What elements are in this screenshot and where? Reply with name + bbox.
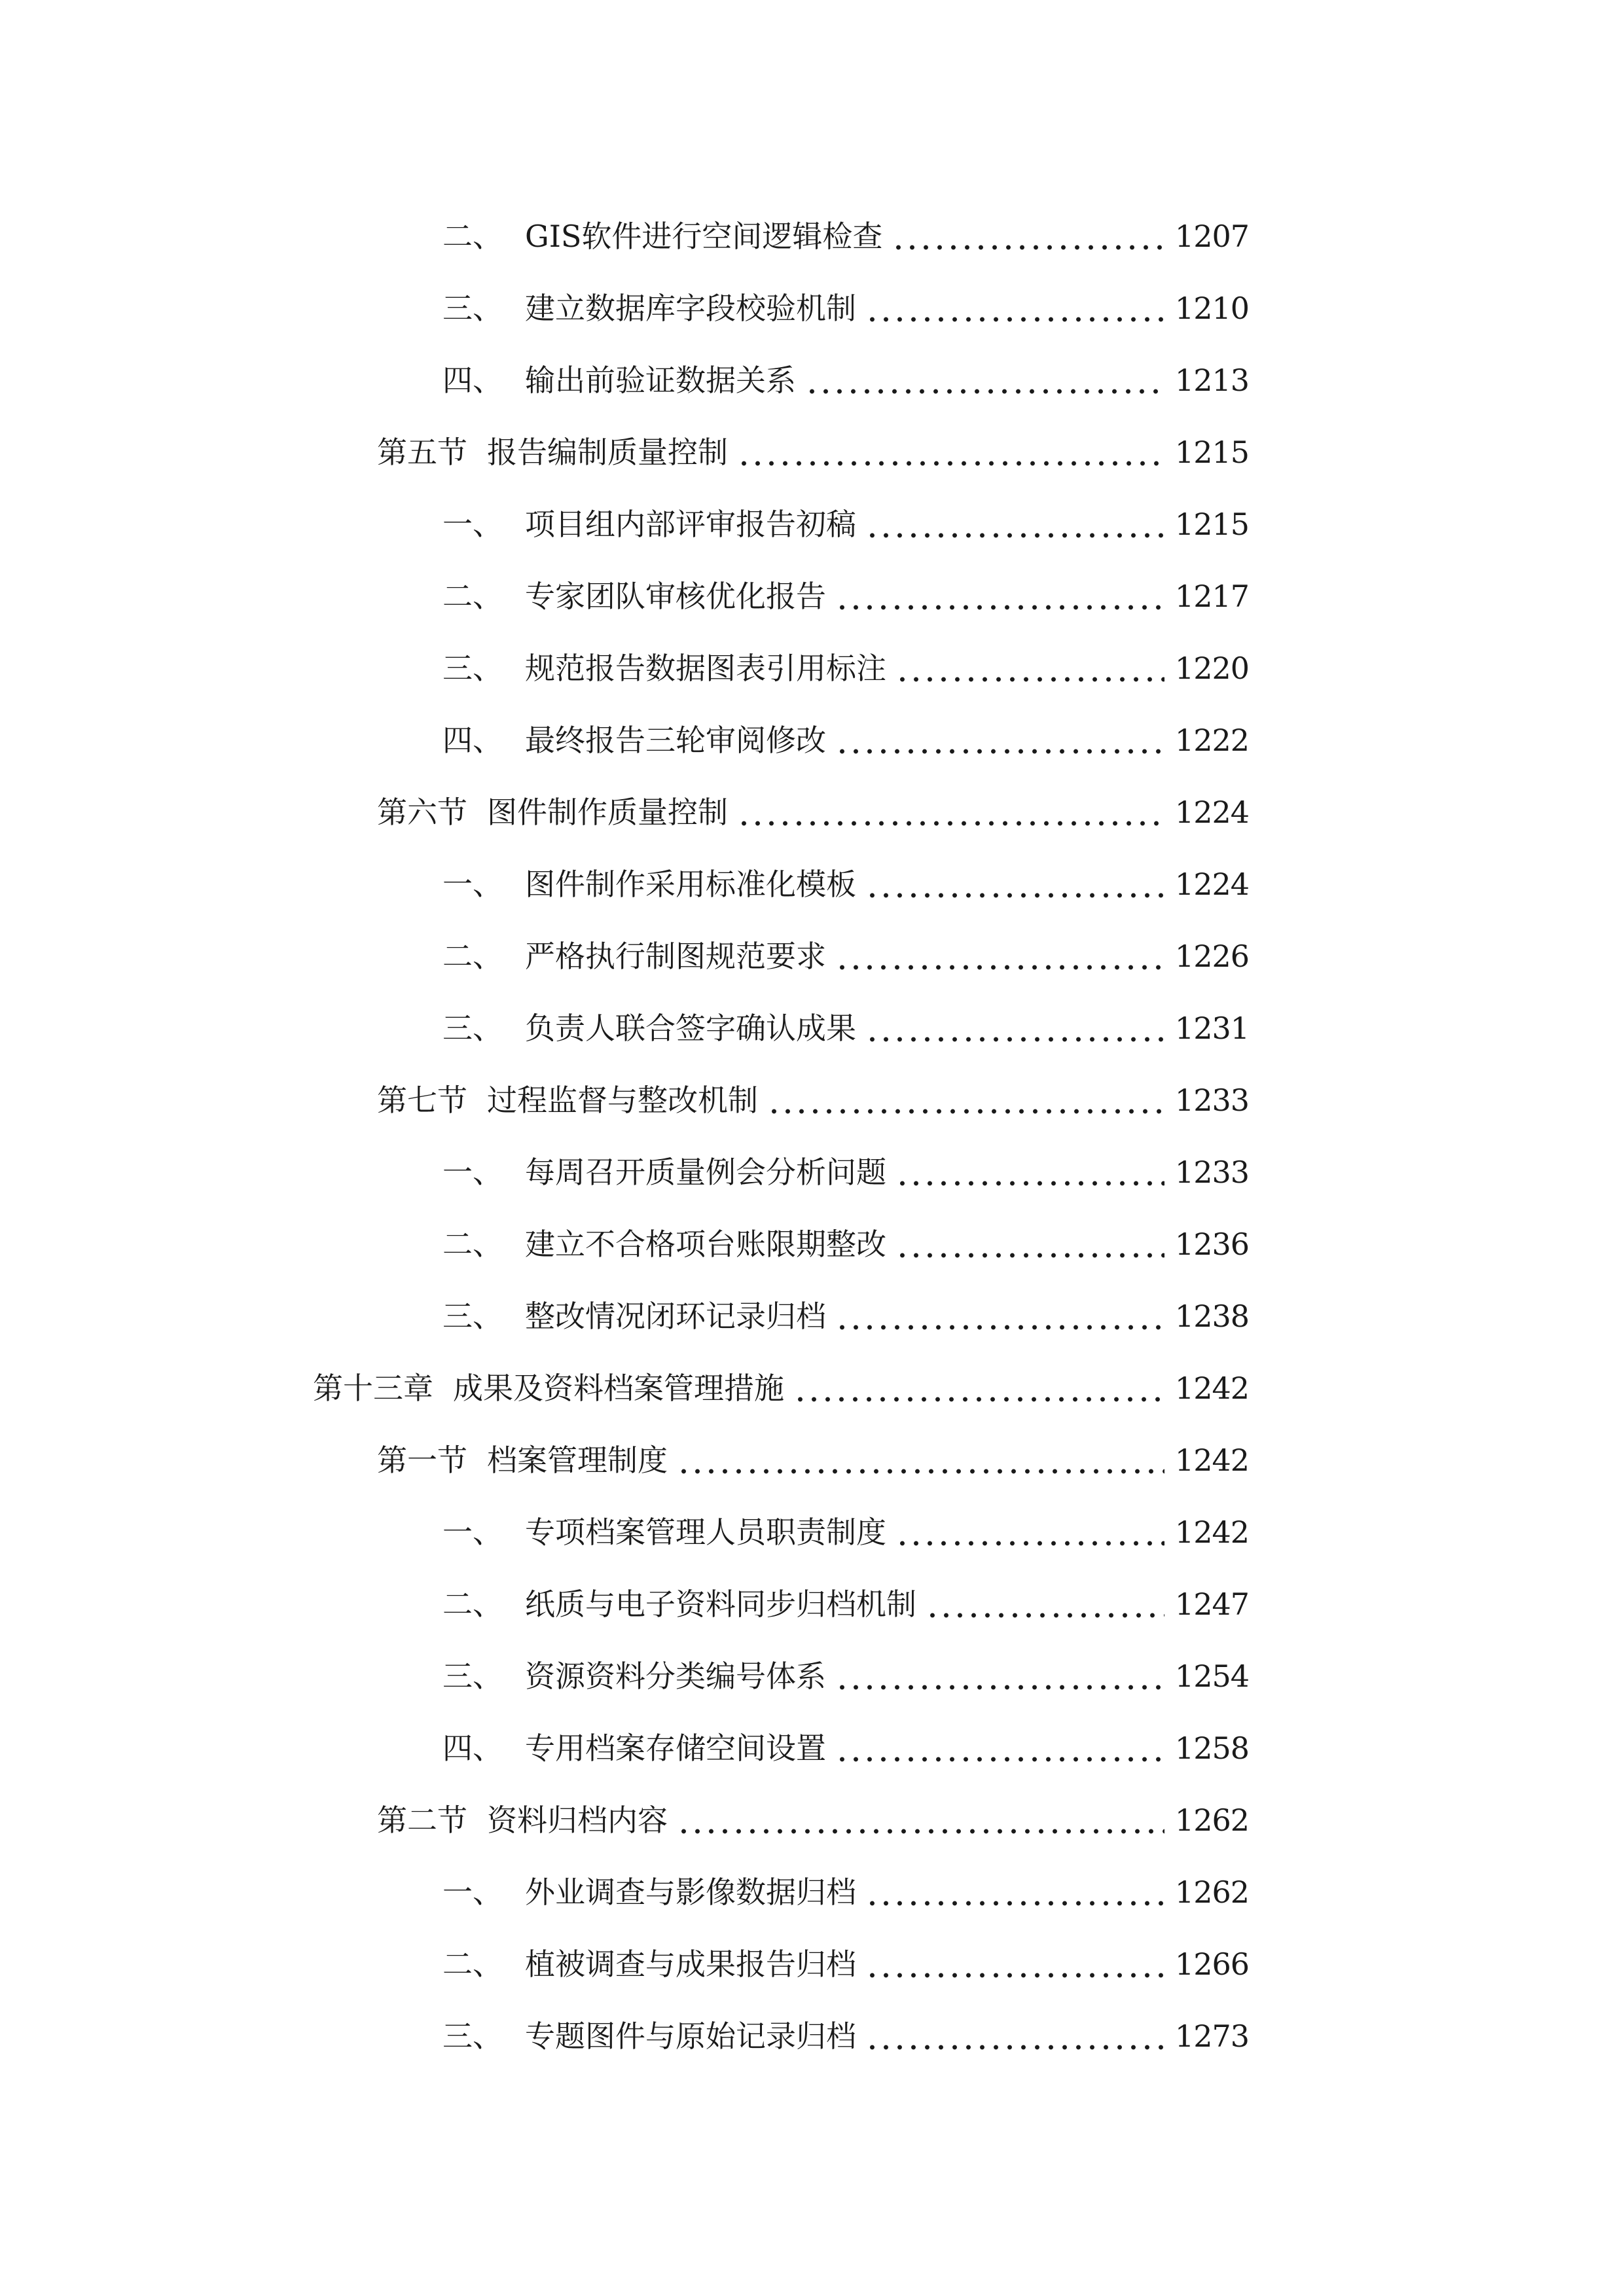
toc-entry[interactable] — [0, 200, 1624, 272]
toc-entry-number: 三、 — [442, 651, 503, 686]
toc-entry-page-number: 1242 — [1174, 1371, 1249, 1406]
toc-dot-leader — [677, 1445, 1164, 1475]
toc-entry-page-number: 1262 — [1174, 1803, 1249, 1838]
toc-entry-title: 档案管理制度 — [487, 1443, 668, 1478]
toc-entry[interactable] — [0, 1208, 1624, 1280]
toc-dot-leader — [865, 509, 1164, 539]
toc-entry-number: 三、 — [442, 1299, 503, 1334]
toc-dot-leader — [895, 1517, 1164, 1547]
toc-entry-number: 三、 — [442, 1011, 503, 1046]
toc-entry-page-number: 1273 — [1174, 2018, 1249, 2054]
toc-entry[interactable] — [0, 416, 1624, 488]
toc-entry-page-number: 1242 — [1174, 1515, 1249, 1550]
toc-entry[interactable] — [0, 1928, 1624, 2000]
toc-dot-leader — [793, 1373, 1164, 1403]
toc-dot-leader — [835, 1661, 1164, 1691]
toc-entry-title: 图件制作质量控制 — [487, 795, 728, 830]
toc-entry[interactable] — [0, 920, 1624, 992]
toc-entry-page-number: 1233 — [1174, 1083, 1249, 1118]
toc-entry-page-number: 1207 — [1174, 219, 1249, 254]
toc-entry-title: 项目组内部评审报告初稿 — [525, 507, 856, 542]
toc-dot-leader — [895, 1157, 1164, 1187]
toc-dot-leader — [865, 1013, 1164, 1043]
toc-entry-page-number: 1215 — [1174, 435, 1249, 470]
toc-entry-title: 专项档案管理人员职责制度 — [525, 1515, 886, 1550]
toc-dot-leader — [865, 1877, 1164, 1907]
toc-entry[interactable] — [0, 1280, 1624, 1352]
toc-entry-title: 严格执行制图规范要求 — [525, 939, 826, 974]
toc-dot-leader — [895, 653, 1164, 683]
toc-entry-page-number: 1226 — [1174, 939, 1249, 974]
toc-entry[interactable] — [0, 848, 1624, 920]
toc-entry-page-number: 1242 — [1174, 1443, 1249, 1478]
toc-dot-leader — [767, 1085, 1164, 1115]
toc-entry[interactable] — [0, 1568, 1624, 1640]
toc-entry-title: 建立数据库字段校验机制 — [525, 291, 856, 326]
toc-entry[interactable] — [0, 1712, 1624, 1784]
toc-dot-leader — [835, 1301, 1164, 1331]
toc-entry-title: 每周召开质量例会分析问题 — [525, 1155, 886, 1190]
toc-entry-number: 四、 — [442, 723, 503, 758]
toc-entry-page-number: 1220 — [1174, 651, 1249, 686]
toc-entry-page-number: 1254 — [1174, 1659, 1249, 1694]
toc-entry-number: 三、 — [442, 291, 503, 326]
toc-entry-title: 规范报告数据图表引用标注 — [525, 651, 886, 686]
toc-entry-title: 成果及资料档案管理措施 — [453, 1371, 784, 1406]
toc-dot-leader — [677, 1805, 1164, 1835]
toc-entry-page-number: 1238 — [1174, 1299, 1249, 1334]
toc-entry-number: 一、 — [442, 1515, 503, 1550]
toc-entry-page-number: 1231 — [1174, 1011, 1249, 1046]
toc-entry-title: 负责人联合签字确认成果 — [525, 1011, 856, 1046]
toc-entry-title: 外业调查与影像数据归档 — [525, 1874, 856, 1910]
toc-entry-number: 四、 — [442, 1731, 503, 1766]
toc-entry-page-number: 1266 — [1174, 1946, 1249, 1982]
toc-entry-title: 专家团队审核优化报告 — [525, 579, 826, 614]
toc-entry[interactable] — [0, 1496, 1624, 1568]
toc-entry-number: 第二节 — [377, 1803, 467, 1838]
toc-entry-page-number: 1210 — [1174, 291, 1249, 326]
toc-entry-number: 第一节 — [377, 1443, 467, 1478]
toc-entry[interactable] — [0, 992, 1624, 1064]
toc-entry-number: 二、 — [442, 219, 503, 254]
toc-dot-leader — [835, 1733, 1164, 1763]
toc-entry[interactable] — [0, 1424, 1624, 1496]
toc-entry[interactable] — [0, 1784, 1624, 1856]
toc-entry-title: GIS软件进行空间逻辑检查 — [525, 219, 883, 254]
toc-entry-number: 二、 — [442, 1946, 503, 1982]
toc-entry-title: 报告编制质量控制 — [487, 435, 728, 470]
toc-entry[interactable] — [0, 2000, 1624, 2072]
toc-entry-title: 建立不合格项台账限期整改 — [525, 1227, 886, 1262]
toc-entry-page-number: 1236 — [1174, 1227, 1249, 1262]
toc-entry[interactable] — [0, 704, 1624, 776]
toc-dot-leader — [865, 293, 1164, 323]
toc-dot-leader — [865, 869, 1164, 899]
toc-entry-number: 二、 — [442, 579, 503, 614]
toc-entry[interactable] — [0, 632, 1624, 704]
table-of-contents — [0, 200, 1624, 2072]
toc-entry[interactable] — [0, 1856, 1624, 1928]
toc-dot-leader — [865, 2021, 1164, 2051]
toc-entry-number: 第十三章 — [313, 1371, 433, 1406]
toc-entry-page-number: 1224 — [1174, 867, 1249, 902]
toc-dot-leader — [892, 221, 1164, 251]
toc-entry-number: 三、 — [442, 2018, 503, 2054]
toc-entry[interactable] — [0, 776, 1624, 848]
toc-entry[interactable] — [0, 1064, 1624, 1136]
toc-entry-page-number: 1262 — [1174, 1874, 1249, 1910]
toc-dot-leader — [805, 365, 1164, 395]
toc-dot-leader — [895, 1229, 1164, 1259]
toc-entry[interactable] — [0, 272, 1624, 344]
toc-entry-number: 一、 — [442, 867, 503, 902]
toc-entry-number: 四、 — [442, 363, 503, 398]
toc-dot-leader — [737, 437, 1164, 467]
toc-dot-leader — [835, 581, 1164, 611]
toc-entry[interactable] — [0, 1352, 1624, 1424]
toc-dot-leader — [835, 941, 1164, 971]
toc-entry-page-number: 1213 — [1174, 363, 1249, 398]
toc-entry-title: 专用档案存储空间设置 — [525, 1731, 826, 1766]
toc-entry-number: 第六节 — [377, 795, 467, 830]
toc-entry-title: 资源资料分类编号体系 — [525, 1659, 826, 1694]
toc-entry-title: 纸质与电子资料同步归档机制 — [525, 1587, 916, 1622]
toc-dot-leader — [865, 1949, 1164, 1979]
toc-entry-number: 二、 — [442, 1227, 503, 1262]
toc-entry-title: 专题图件与原始记录归档 — [525, 2018, 856, 2054]
toc-entry[interactable] — [0, 1136, 1624, 1208]
toc-entry-page-number: 1258 — [1174, 1731, 1249, 1766]
toc-entry-title: 图件制作采用标准化模板 — [525, 867, 856, 902]
toc-entry-number: 三、 — [442, 1659, 503, 1694]
toc-entry-page-number: 1233 — [1174, 1155, 1249, 1190]
toc-entry-title: 最终报告三轮审阅修改 — [525, 723, 826, 758]
toc-entry[interactable] — [0, 344, 1624, 416]
toc-entry[interactable] — [0, 488, 1624, 560]
toc-entry-number: 第五节 — [377, 435, 467, 470]
toc-dot-leader — [926, 1589, 1164, 1619]
toc-entry-number: 一、 — [442, 1874, 503, 1910]
toc-entry-page-number: 1215 — [1174, 507, 1249, 542]
toc-entry[interactable] — [0, 560, 1624, 632]
toc-entry-title: 过程监督与整改机制 — [487, 1083, 758, 1118]
toc-entry[interactable] — [0, 1640, 1624, 1712]
toc-entry-title: 整改情况闭环记录归档 — [525, 1299, 826, 1334]
toc-entry-title: 资料归档内容 — [487, 1803, 668, 1838]
toc-entry-number: 二、 — [442, 939, 503, 974]
toc-entry-page-number: 1217 — [1174, 579, 1249, 614]
toc-entry-title: 输出前验证数据关系 — [525, 363, 796, 398]
toc-dot-leader — [835, 725, 1164, 755]
toc-entry-number: 二、 — [442, 1587, 503, 1622]
toc-entry-number: 一、 — [442, 507, 503, 542]
toc-dot-leader — [737, 797, 1164, 827]
toc-entry-number: 一、 — [442, 1155, 503, 1190]
toc-entry-title: 植被调查与成果报告归档 — [525, 1946, 856, 1982]
toc-entry-page-number: 1222 — [1174, 723, 1249, 758]
toc-entry-page-number: 1224 — [1174, 795, 1249, 830]
toc-entry-number: 第七节 — [377, 1083, 467, 1118]
toc-entry-page-number: 1247 — [1174, 1587, 1249, 1622]
